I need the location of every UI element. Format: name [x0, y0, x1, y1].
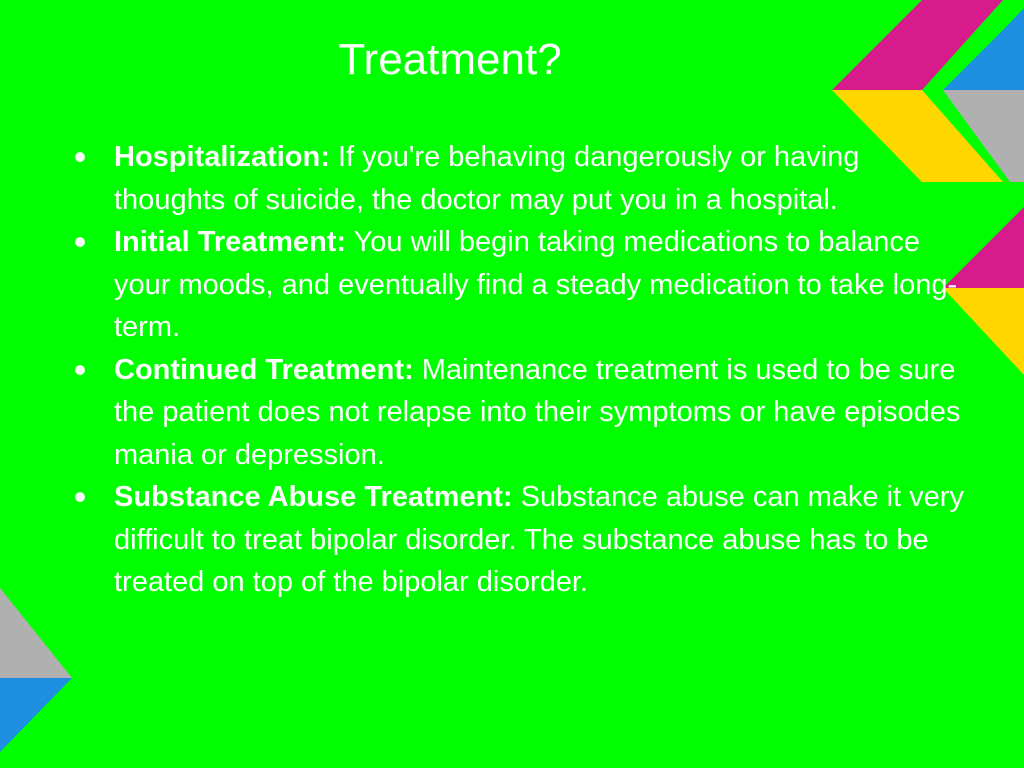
bullet-term: Substance Abuse Treatment:	[114, 481, 513, 513]
bullet-item-substance-abuse-treatment	[64, 476, 964, 604]
bullet-term: Hospitalization:	[114, 141, 330, 173]
slide-title: Treatment?	[338, 35, 562, 84]
bullet-item-hospitalization	[64, 136, 964, 221]
bullet-dot-icon: •	[73, 476, 87, 517]
bullet-dot-icon: •	[73, 136, 87, 177]
bullet-item-initial-treatment	[64, 221, 964, 349]
bullet-term: Initial Treatment:	[114, 226, 347, 258]
bullet-text: Maintenance treatment is used to be sure the patient does not relapse into their symptoms or have episodes mania or depression.	[114, 353, 961, 471]
bullet-item-continued-treatment	[64, 349, 964, 477]
deco-blue-triangle-bottom	[0, 678, 72, 752]
bullet-dot-icon: •	[73, 348, 87, 390]
bullet-list	[64, 136, 964, 604]
bullet-text: If you're behaving dangerously or having thoughts of suicide, the doctor may put you in a hospital.	[114, 141, 860, 216]
deco-gray-triangle-bottom	[0, 588, 72, 678]
bullet-text: You will begin taking medications to balance your moods, and eventually find a steady medication to take long-term.	[114, 226, 958, 343]
bullet-dot-icon: •	[73, 221, 87, 262]
bullet-term: Continued Treatment:	[114, 353, 414, 386]
bullet-text: Substance abuse can make it very difficult to treat bipolar disorder. The substance abuse has to be treated on top of the bipolar disorder.	[114, 481, 964, 598]
